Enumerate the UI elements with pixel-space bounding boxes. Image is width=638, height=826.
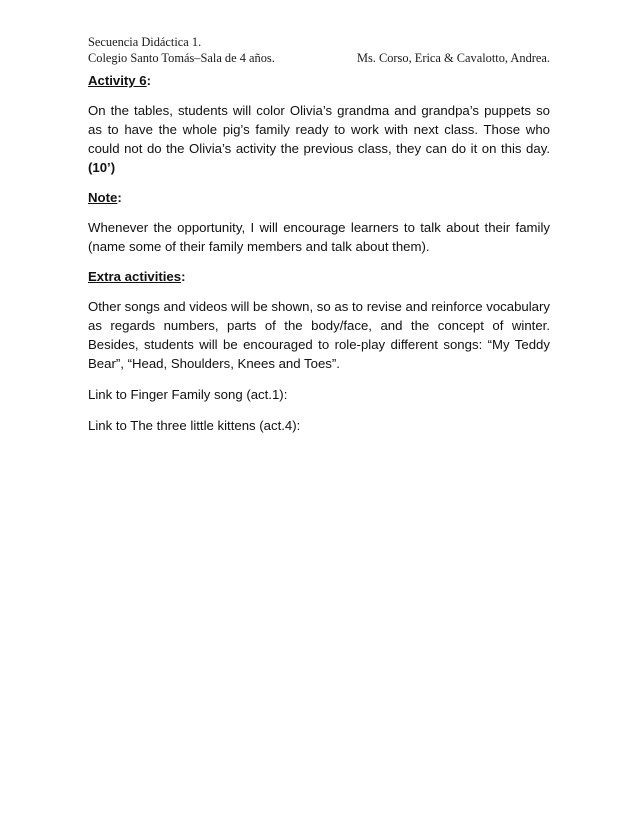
header-row [88,50,550,66]
extra-activities-heading [88,268,550,285]
document-body [88,72,550,435]
header-title: Secuencia Didáctica 1. [88,35,202,49]
note-heading [88,189,550,206]
activity-6-time: (10’) [88,160,116,175]
activity-6-paragraph [88,101,550,177]
note-paragraph: Whenever the opportunity, I will encourage learners to talk about their family (name some of their family members and talk about them). [88,220,550,254]
page-header [88,34,550,66]
kittens-link-line: Link to The three little kittens (act.4): [88,418,301,433]
extra-activities-heading-text: Extra activities [88,269,182,284]
finger-family-link-line: Link to Finger Family song (act.1): [88,387,288,402]
extra-activities-paragraph: Other songs and videos will be shown, so as to revise and reinforce vocabulary as regards numbers, parts of the body/face, and the concept of winter. Besides, students will be encouraged to role-play different songs: “My Teddy Bear”, “Head, Shoulders, Knees and Toes”. [88,299,550,371]
activity-6-heading-text: Activity 6 [88,73,147,88]
activity-6-text: On the tables, students will color Olivia’s grandma and grandpa’s puppets so as to have the whole pig’s family ready to work with next class. Those who could not do the Olivia’s activity the previous class, they can do it on this day. [88,103,550,156]
note-heading-text: Note [88,190,118,205]
note-heading-colon: : [117,190,122,205]
activity-6-heading-colon: : [146,73,152,88]
header-teachers: Ms. Corso, Erica & Cavalotto, Andrea. [356,51,550,65]
extra-activities-heading-colon: : [181,269,186,284]
activity-6-heading [88,72,550,89]
header-school: Colegio Santo Tomás–Sala de 4 años. [88,51,275,65]
